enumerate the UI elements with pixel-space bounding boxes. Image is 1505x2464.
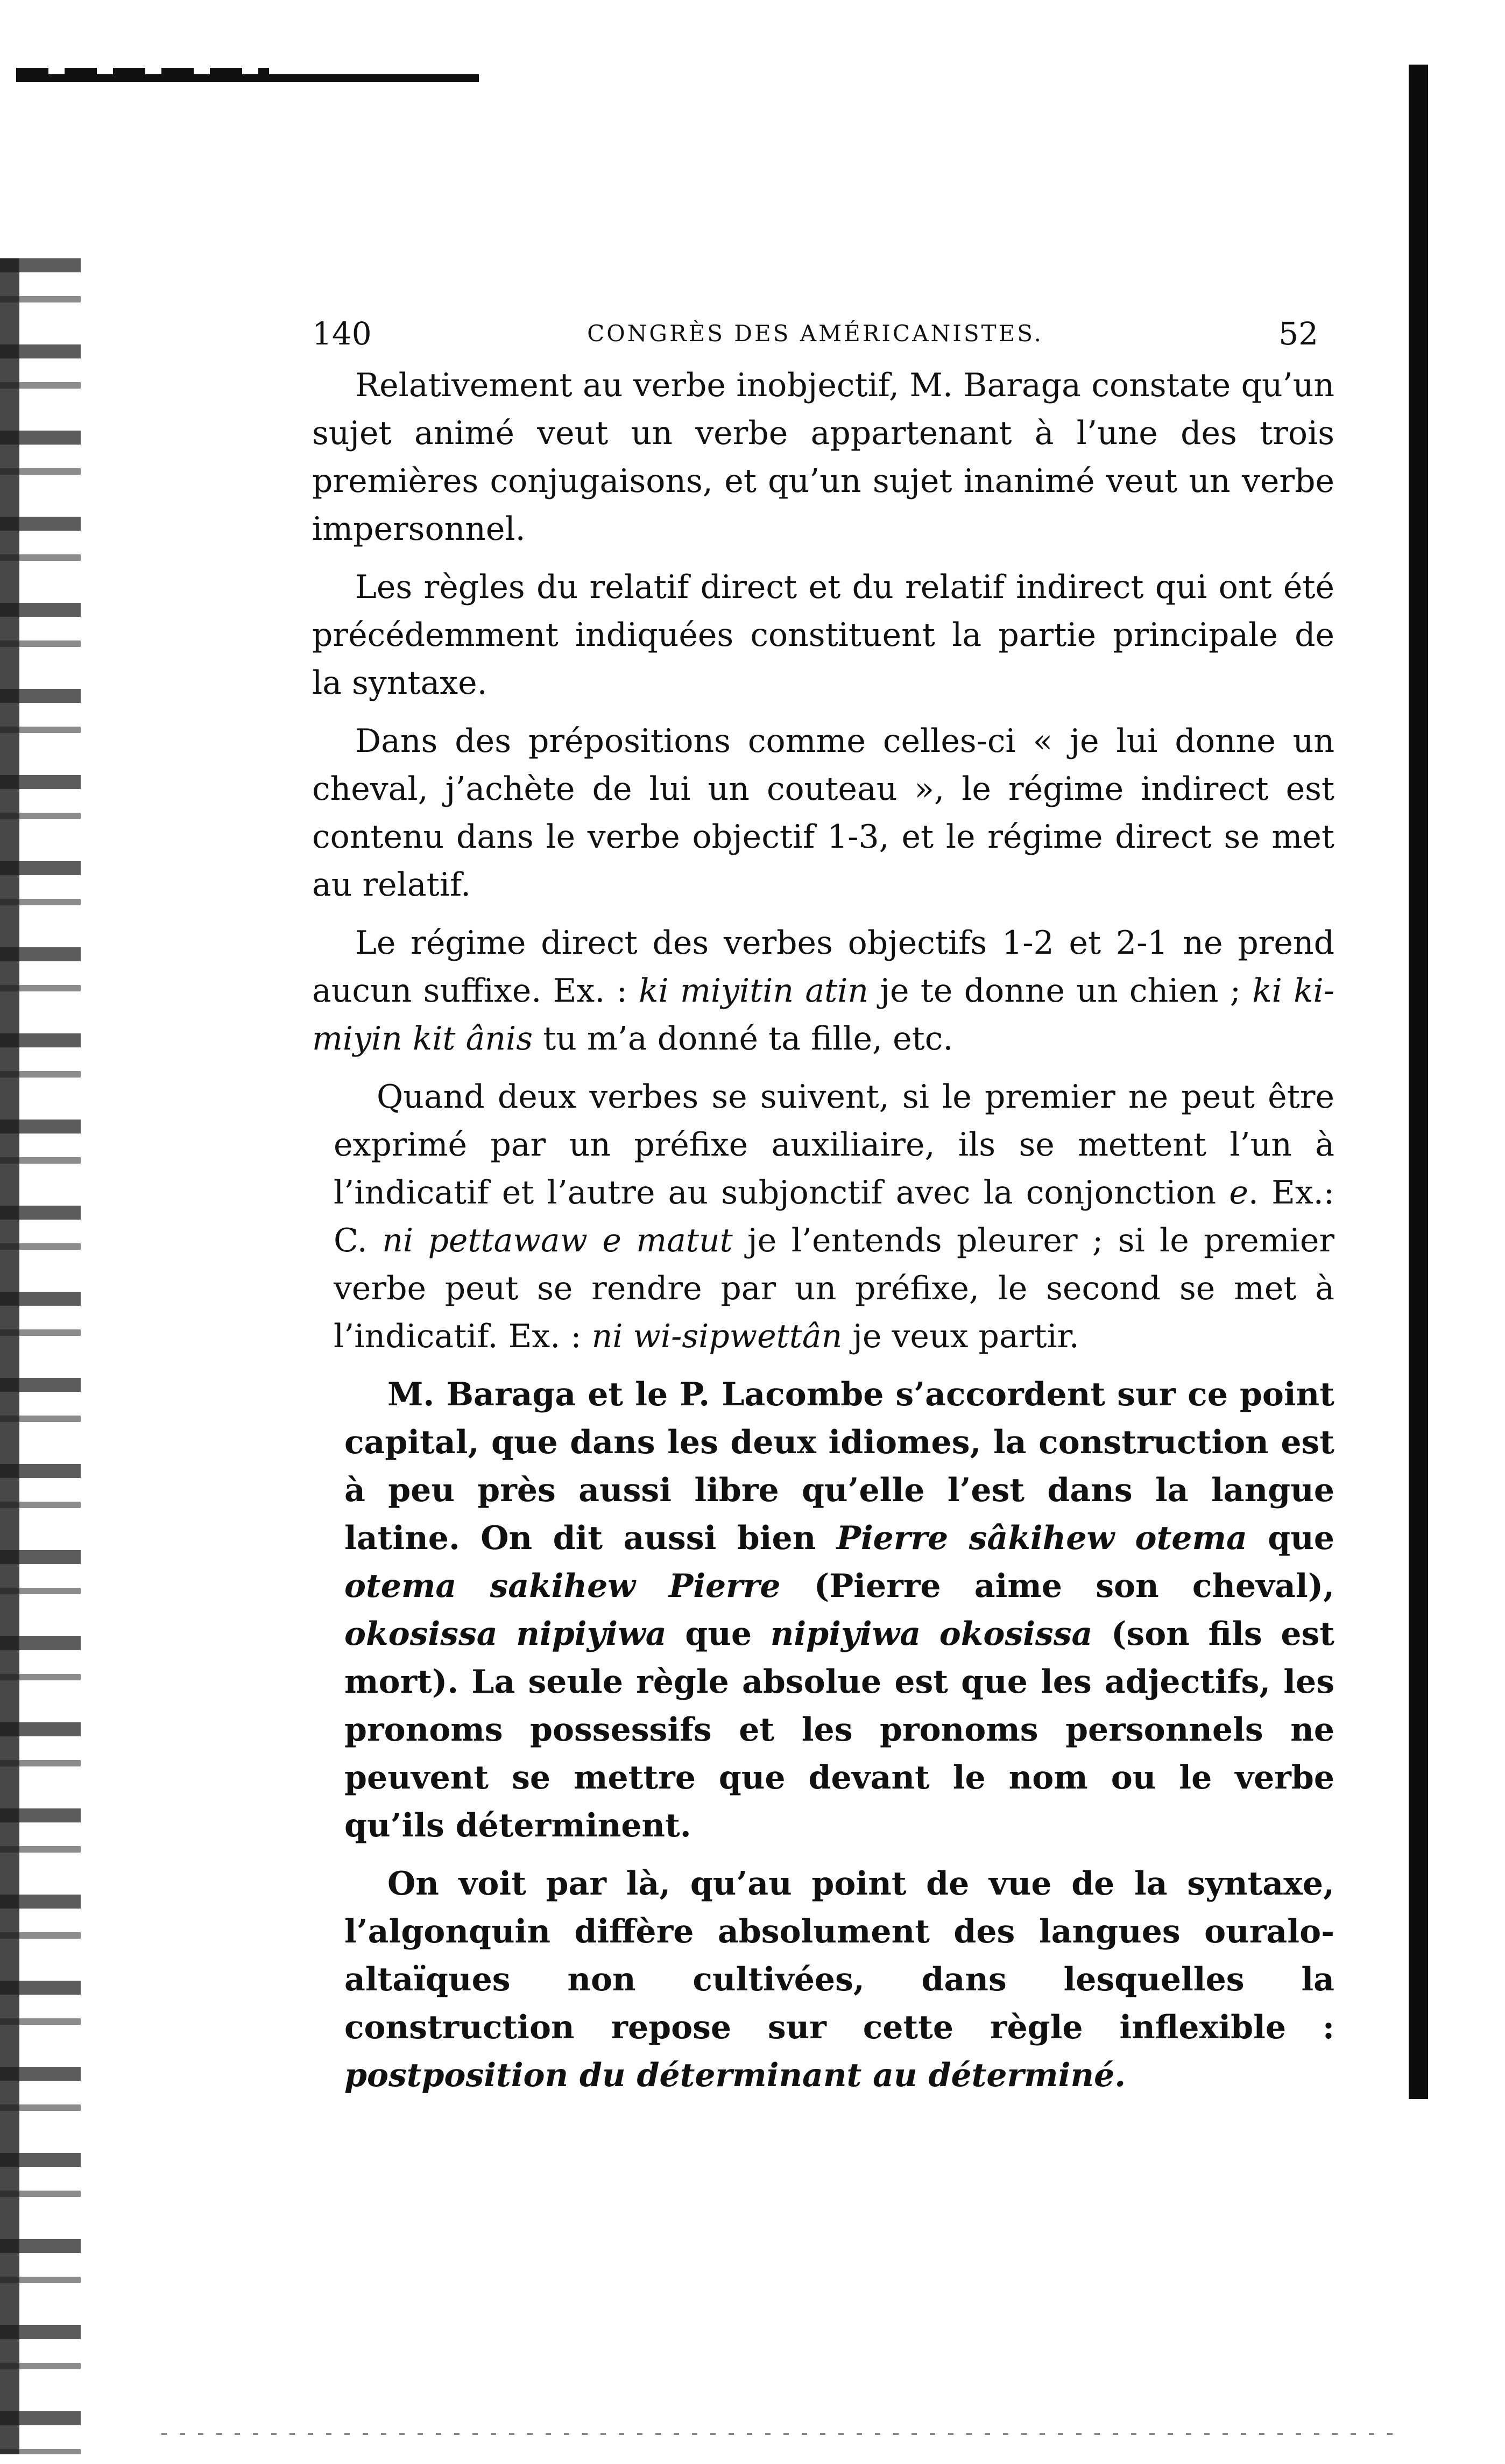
text-run: je te donne un chien ; bbox=[868, 972, 1253, 1010]
text-run: Le régime direct des verbes objectifs 1-2 et 2-1 ne prend aucun suffixe. Ex. : bbox=[312, 924, 1334, 1010]
paragraph bbox=[312, 1073, 1334, 1361]
italic-text-run: postposition du déterminant au déterminé. bbox=[344, 2057, 1126, 2094]
text-run: (son fils est mort). La seule règle absolue est que les adjectifs, les pronoms possessifs et les pronoms personnels ne peuvent se mettre que devant le nom ou le verbe qu’ils déterminent. bbox=[344, 1615, 1335, 1845]
text-run: je l’entends pleurer ; si le premier verbe peut se rendre par un préfixe, le second se met à l’indicatif. Ex. : bbox=[334, 1222, 1335, 1355]
running-title: CONGRÈS DES AMÉRICANISTES. bbox=[587, 320, 1043, 347]
italic-text-run: e bbox=[1229, 1174, 1248, 1212]
scan-artifact-right-bar bbox=[1409, 65, 1428, 2099]
paragraph bbox=[312, 564, 1334, 707]
italic-text-run: ki ki-miyin kit ânis bbox=[312, 972, 1334, 1058]
text-run: tu m’a donné ta fille, etc. bbox=[533, 1020, 953, 1058]
text-run: Dans des prépositions comme celles-ci « je lui donne un cheval, j’achète de lui un couteau », le régime indirect est contenu dans le verbe objectif 1-3, et le régime direct se met au relatif. bbox=[312, 722, 1334, 904]
text-run: (Pierre aime son cheval), bbox=[780, 1567, 1334, 1605]
text-run: que bbox=[1247, 1519, 1335, 1557]
text-run: . Ex.: C. bbox=[334, 1174, 1334, 1259]
paragraph bbox=[312, 1860, 1334, 2100]
text-run: Relativement au verbe inobjectif, M. Baraga constate qu’un sujet animé veut un verbe appartenant à l’une des trois premières conjugaisons, et qu’un sujet inanimé veut un verbe impersonnel. bbox=[312, 367, 1334, 548]
paragraph bbox=[312, 1371, 1334, 1850]
scan-artifact-bottom-noise bbox=[161, 2433, 1399, 2435]
paragraph bbox=[312, 362, 1334, 553]
body-text bbox=[312, 362, 1334, 2110]
italic-text-run: okosissa nipiyiwa bbox=[344, 1615, 667, 1653]
running-head bbox=[312, 312, 1318, 355]
paragraph bbox=[312, 717, 1334, 909]
paragraph bbox=[312, 919, 1334, 1063]
text-run: M. Baraga et le P. Lacombe s’accordent sur ce point capital, que dans les deux idiomes, la construction est à peu près aussi libre qu’elle l’est dans la langue latine. On dit aussi bien bbox=[344, 1376, 1334, 1557]
italic-text-run: ki miyitin atin bbox=[639, 972, 869, 1010]
italic-text-run: Pierre sâkihew otema bbox=[836, 1519, 1247, 1557]
text-run: Quand deux verbes se suivent, si le premier ne peut être exprimé par un préfixe auxiliaire, ils se mettent l’un à l’indicatif et l’autre au subjonctif avec la conjonction bbox=[334, 1078, 1334, 1212]
italic-text-run: otema sakihew Pierre bbox=[344, 1567, 781, 1605]
folio-number: 52 bbox=[1278, 315, 1318, 352]
italic-text-run: ni wi-sipwettân bbox=[591, 1318, 843, 1355]
italic-text-run: ni pettawaw e matut bbox=[382, 1222, 733, 1259]
text-run: je veux partir. bbox=[842, 1318, 1079, 1355]
scan-artifact-top-rule bbox=[16, 74, 479, 82]
scan-artifact-top-blocks bbox=[16, 68, 269, 74]
text-run: Les règles du relatif direct et du relatif indirect qui ont été précédemment indiquées constituent la partie principale de la syntaxe. bbox=[312, 568, 1334, 702]
text-run: que bbox=[666, 1615, 771, 1653]
italic-text-run: nipiyiwa okosissa bbox=[770, 1615, 1093, 1653]
text-run: On voit par là, qu’au point de vue de la syntaxe, l’algonquin diffère absolument des langues ouralo-altaïques non cultivées, dans lesquelles la construction repose sur cette règle inflexible : bbox=[344, 1865, 1334, 2046]
scan-artifact-left-edge bbox=[0, 258, 19, 2454]
page-number: 140 bbox=[312, 315, 372, 352]
